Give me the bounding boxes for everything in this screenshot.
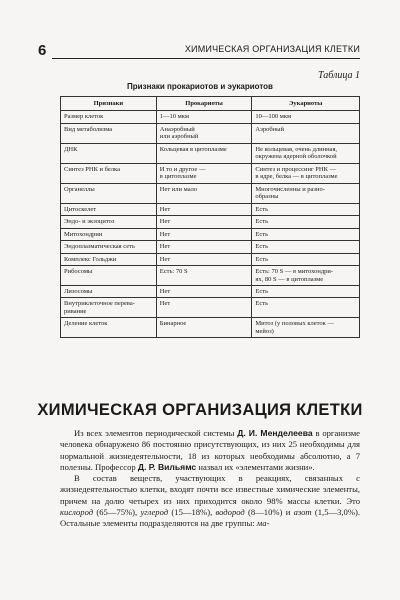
running-title: ХИМИЧЕСКАЯ ОРГАНИЗАЦИЯ КЛЕТКИ [181,44,360,54]
table-cell-feature [61,143,157,163]
text-run: в организме человека обнаружено 86 постоянно присутствующих, из них 25 необходимы для нормальной жизнедеятельности, 18 из которых необходимы абсолютно, а 7 полезны. Профессор [60,428,360,472]
element-name: водород [215,507,245,518]
header-rule [52,58,360,59]
cell-text: Не кольцевая, очень длинная, [255,145,338,153]
table-cell-feature [61,163,157,183]
table-header-row [61,97,360,111]
running-header [38,44,360,62]
table-cell-eukaryotes [252,183,360,203]
paragraph [60,428,360,473]
table-cell-prokaryotes [156,266,252,286]
column-header: Прокариоты [156,97,252,111]
table-cell-prokaryotes [156,228,252,240]
person-name: Д. Р. Вильямс [137,461,197,472]
table-cell-prokaryotes [156,163,252,183]
cell-text: Есть: 70 S — в митохондри- [255,268,334,276]
cell-text: Нет или мало [159,185,198,193]
table-row [61,123,360,143]
table-cell-prokaryotes [156,203,252,215]
cell-text: Органеллы [64,185,95,193]
person-name: Д. И. Менделеева [237,428,313,438]
cell-text: Деление клеток [64,320,108,328]
cell-text: Кольцевая в цитоплазме [159,145,227,153]
cell-text: или аэробный [159,133,199,141]
table-row [61,203,360,215]
cell-text: в ядре, белка — в цитоплазме [255,173,338,181]
cell-text: Рибосомы [64,268,93,276]
cell-text: Митоз (у половых клеток — [255,320,334,328]
cell-text: Митохондрии [64,230,103,238]
table-row [61,298,360,318]
text-run: (65—75%), [93,507,141,518]
table-row [61,183,360,203]
table-row [61,111,360,123]
table-cell-prokaryotes [156,285,252,297]
cell-text: Есть [255,230,269,238]
table-row [61,285,360,297]
table-cell-feature [61,241,157,253]
table-cell-eukaryotes [252,266,360,286]
table-cell-eukaryotes [252,228,360,240]
table-cell-eukaryotes [252,123,360,143]
table-cell-eukaryotes [252,241,360,253]
comparison-table [60,96,360,338]
table-cell-prokaryotes [156,318,252,338]
table-cell-prokaryotes [156,123,252,143]
cell-text: ях, 80 S — в цитоплазме [255,275,324,283]
table-cell-feature [61,183,157,203]
cell-text: Синтез РНК и белка [64,165,120,173]
cell-text: Анаэробный [159,125,195,133]
cell-text: Комплекс Гольджи [64,255,117,263]
table-cell-prokaryotes [156,183,252,203]
table-number: Таблица 1 [318,70,360,81]
element-name: кислород [60,507,94,518]
cell-text: Есть [255,287,269,295]
cell-text: 10—100 мкм [255,113,292,121]
cell-text: Есть: 70 S [159,268,188,276]
cell-text: Есть [255,300,269,308]
cell-text: И то и другое — [159,165,206,173]
table-cell-feature [61,123,157,143]
table-cell-eukaryotes [252,203,360,215]
table-cell-eukaryotes [252,163,360,183]
body-text [60,428,360,530]
cell-text: Эндо- и экзоцитоз [64,218,115,226]
table-cell-prokaryotes [156,143,252,163]
table-row [61,318,360,338]
cell-text: ДНК [64,145,78,153]
text-run: Из всех элементов периодической системы [74,428,238,438]
table-body [61,111,360,338]
table-cell-eukaryotes [252,285,360,297]
element-name: азот [293,507,312,518]
cell-text: Синтез и процессинг РНК — [255,165,337,173]
cell-text: Нет [159,255,171,263]
table-cell-feature [61,203,157,215]
table-row [61,241,360,253]
table-cell-feature [61,298,157,318]
cell-text: Внутриклеточное перева- [64,300,135,308]
text-run: В состав веществ, участвующих в реакциях, связанных с жизнедеятельностью клетки, входят почти все известные химические элементы, причем на долю четырех из них приходится около 98% массы клетки. Это [60,473,360,506]
cell-text: образны [255,193,279,201]
cell-text: в цитоплазме [159,173,197,181]
table-cell-prokaryotes [156,216,252,228]
cell-text: Нет [159,243,171,251]
cell-text: Нет [159,205,171,213]
table-cell-eukaryotes [252,143,360,163]
text-run: (15—18%), [168,507,216,518]
cell-text: мейоз) [255,327,274,335]
cell-text: ривание [64,307,87,315]
table-row [61,253,360,265]
table-caption: Признаки прокариотов и эукариотов [127,82,273,91]
cell-text: Цитоскелет [64,205,97,213]
table-cell-feature [61,266,157,286]
table-cell-feature [61,216,157,228]
table-cell-feature [61,285,157,297]
cell-text: Эндоплазматическая сеть [64,243,135,251]
cell-text: Лизосомы [64,287,93,295]
table-row [61,266,360,286]
table-cell-eukaryotes [252,318,360,338]
cell-text: Вид метаболизма [64,125,113,133]
cell-text: Многочисленны и разно- [255,185,325,193]
table-row [61,143,360,163]
cell-text: Бинарное [159,320,187,328]
cell-text: Есть [255,243,269,251]
cell-text: Есть [255,255,269,263]
cell-text: Аэробный [255,125,285,133]
table-cell-eukaryotes [252,253,360,265]
table-cell-prokaryotes [156,111,252,123]
text-run: (1,5—3,0%). Остальные элементы подразделяются на две группы: [60,507,360,529]
section-heading: ХИМИЧЕСКАЯ ОРГАНИЗАЦИЯ КЛЕТКИ [37,401,363,419]
table-cell-prokaryotes [156,241,252,253]
table-cell-feature [61,228,157,240]
text-run: (8—10%) и [244,507,294,518]
table-cell-feature [61,318,157,338]
page-number: 6 [38,42,47,59]
table-cell-prokaryotes [156,298,252,318]
cell-text: Есть [255,218,269,226]
cell-text: Нет [159,300,171,308]
text-run: назвал их «элементами жизни». [196,461,315,472]
table-row [61,216,360,228]
cell-text: Есть [255,205,269,213]
table-cell-feature [61,111,157,123]
paragraph [60,473,360,529]
table-cell-eukaryotes [252,111,360,123]
cell-text: Нет [159,230,171,238]
column-header: Эукариоты [252,97,360,111]
table-cell-eukaryotes [252,298,360,318]
table-cell-feature [61,253,157,265]
table-row [61,163,360,183]
table-cell-prokaryotes [156,253,252,265]
cell-text: Нет [159,218,171,226]
cell-text: окружена ядерной оболочкой [255,153,337,161]
cell-text: Нет [159,287,171,295]
element-name: углерод [140,507,169,518]
column-header: Признаки [61,97,157,111]
table-row [61,228,360,240]
cell-text: Размер клеток [64,113,104,121]
table-cell-eukaryotes [252,216,360,228]
cell-text: 1—10 мкм [159,113,190,121]
element-name: ма- [256,518,270,529]
